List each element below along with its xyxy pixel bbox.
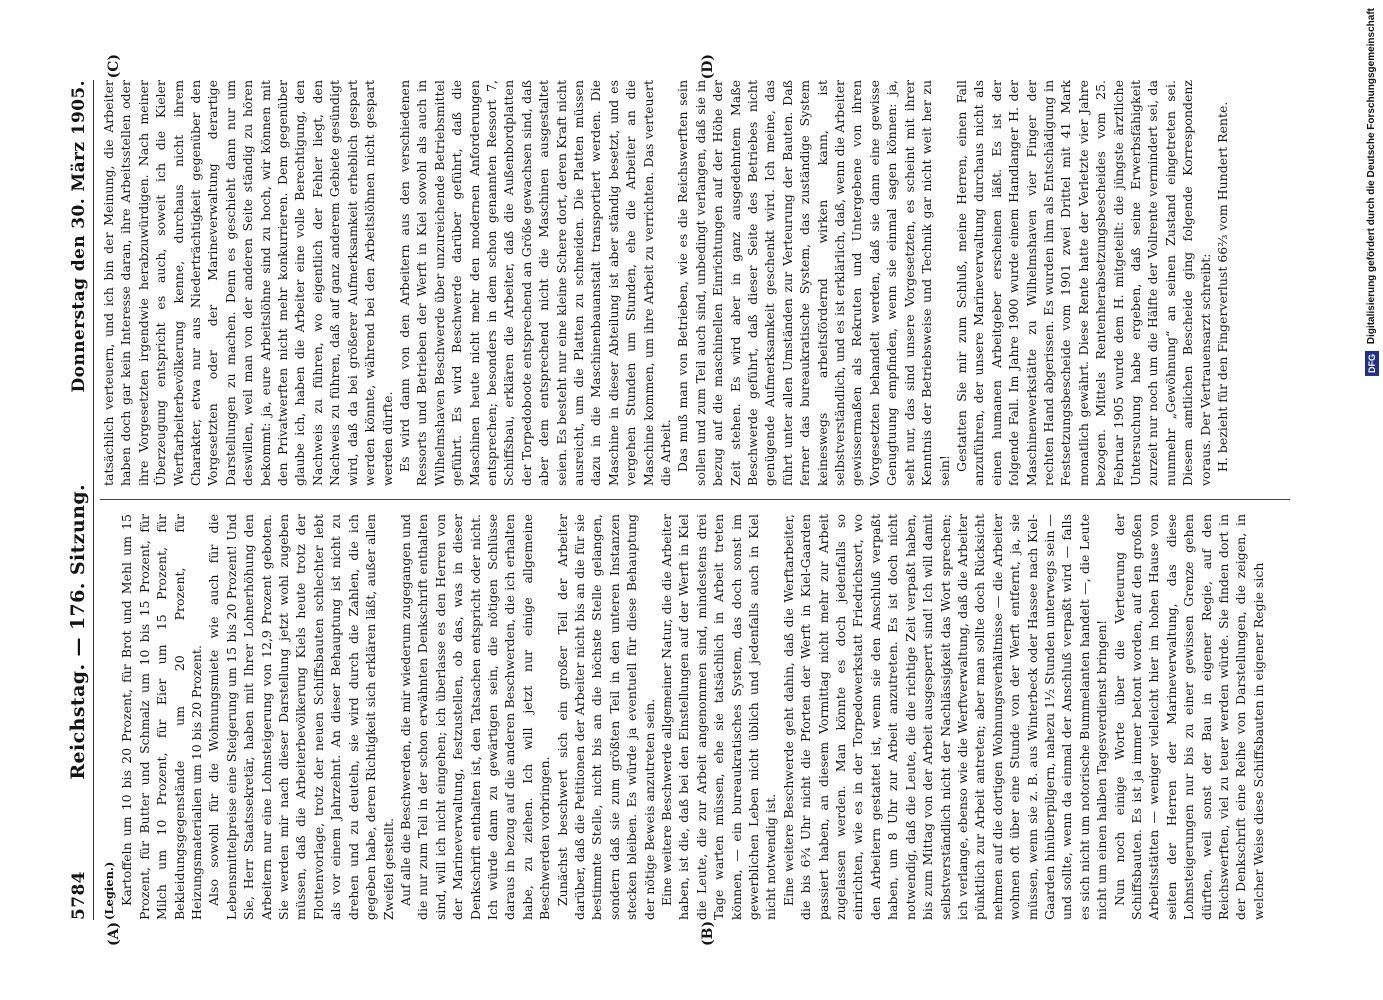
margin-marker-c: (C): [105, 54, 122, 79]
right-column: [100, 80, 1290, 486]
page-number: 5784: [68, 871, 89, 920]
rotated-page: [57, 50, 1327, 950]
text-columns: [100, 54, 1290, 946]
paragraph: Eine weitere Beschwerde geht dahin, daß die Werftarbeiter, die bis 6¾ Uhr nicht die Pforten der Werft in Kiel-Gaarden passiert haben, an diesem Vormittag nicht mehr zur Arbeit zugelassen werden. Man könnte es doch jedenfalls so einrichten, wie es in der Torpedowerkstatt Friedrichsort, wo den Arbeitern gestattet ist, wenn sie den Anschluß verpaßt haben, um 8 Uhr zur Arbeit anzutreten. Es ist doch nicht notwendig, daß die Leute, die die richtige Zeit verpaßt haben, bis zum Mittag von der Arbeit ausgesperrt sind! Ich will damit selbstverständlich nicht der Nachlässigkeit das Wort sprechen; ich verlange, ebenso wie die Werftverwaltung, daß die Arbeiter pünktlich zur Arbeit antreten; aber man sollte doch Rücksicht nehmen auf die dortigen Wohnungsverhältnisse — die Arbeiter wohnen oft über eine Stunde von der Werft entfernt, ja, sie müssen, wenn sie z. B. aus Winterbeck oder Hassee nach Kiel-Gaarden hinüberpilgern, nahezu 1½ Stunden unterwegs sein — und sollte, wenn da einmal der Anschluß verpaßt wird — falls es sich nicht um notorische Bummelanten handelt —, die Leute nicht um einen halben Tagesverdienst bringen!: [780, 514, 1109, 920]
paragraph: tatsächlich verteuern, und ich bin der Meinung, die Arbeiter haben doch gar kein Interesse daran, ihre Arbeitsstellen oder ihre Vorgesetzten irgendwie herabzuwürdigen. Nach meiner Überzeugung entspricht es auch, soweit ich die Kieler Werftarbeiterbevölkerung kenne, durchaus nicht ihrem Charakter, etwa nur aus Niederträchtigkeit gegenüber den Vorgesetzten oder der Marineverwaltung derartige Darstellungen zu machen. Denn es geschieht dann nur um deswillen, weil man von der anderen Seite ständig zu hören bekommt: ja, eure Arbeitslöhne sind zu hoch, wir können mit den Privatwerften nicht mehr konkurrieren. Dem gegenüber glaube ich, haben die Arbeiter eine volle Berechtigung, den Nachweis zu führen, wo eigentlich der Fehler liegt, den Nachweis zu führen, daß auf ganz anderem Gebiete gesündigt wird, daß da bei größerer Aufmerksamkeit erheblich gespart werden könnte, während bei den Arbeitslöhnen nicht gespart werden dürfte.: [100, 80, 394, 486]
paragraph: Nun noch einige Worte über die Verteurung der Schiffsbauten. Es ist ja immer betont worden, auf den großen Arbeitsstätten — weniger vielleicht hier im hohen Hause von seiten der Herren der Marineverwaltung, das diese Lohnsteigerungen nur bis zu einer gewissen Grenze gehen dürften, weil sonst der Bau in eigener Regie, auf den Reichswerften, viel zu teuer werden würde. Sie finden dort in der Denkschrift eine Reihe von Darstellungen, die zeigen, in welcher Weise diese Schiffsbauten in eigener Regie sich: [1111, 514, 1266, 920]
margin-marker-d: (D): [699, 54, 716, 80]
paragraph: Zunächst beschwert sich ein großer Teil der Arbeiter darüber, daß die Petitionen der Arbeiter nicht bis an die für sie bestimmte Stelle, nicht bis an die höchste Stelle gelangen, sondern daß sie zum größten Teil in den unteren Instanzen stecken bleiben. Es würde ja eventuell für diese Behauptung der nötige Beweis anzutreten sein.: [554, 514, 657, 920]
margin-marker-a: (A): [105, 921, 122, 946]
margin-marker-b: (B): [699, 920, 716, 946]
paragraph: Gestatten Sie mir zum Schluß, meine Herren, einen Fall anzuführen, der unsere Marineverwaltung durchaus nicht als einen humanen Arbeitgeber erscheinen läßt. Es ist der folgende Fall. Im Jahre 1900 wurde einem Handlanger H. der Maschinenwerkstätte zu Wilhelmshaven vier Finger der rechten Hand abgerissen. Es wurden ihm als Entschädigung in Festsetzungsbescheide vom 1901 zwei Drittel mit 41 Mark monatlich gewährt. Diese Rente hatte der Verletzte vier Jahre bezogen. Mittels Rentenherabsetzungsbescheides vom 25. Februar 1905 wurde dem H. mitgeteilt: die jüngste ärztliche Untersuchung habe ergeben, daß seine Erwerbsfähigkeit zurzeit nur noch um die Hälfte der Vollrente vermindert sei, da nunmehr „Gewöhnung“ an seinen Zustand eingetreten sei. Diesem amtlichen Bescheide ging folgende Korrespondenz voraus. Der Vertrauensarzt schreibt:: [953, 80, 1213, 486]
credit-text: Digitalisierung gefördert durch die Deutsche Forschungsgemeinschaft: [1366, 8, 1377, 345]
dfg-logo: DFG: [1365, 351, 1379, 376]
paragraph: Es wird dann von den Arbeitern aus den verschiedenen Ressorts und Betrieben der Werft in Kiel sowohl als auch in Wilhelmshaven Beschwerde über unzureichende Betriebsmittel geführt. Es wird Beschwerde darüber geführt, daß die Maschinen heute nicht mehr den modernen Anforderungen entsprechen; besonders in dem schon genannten Ressort 7, Schiffsbau, erklären die Arbeiter, daß die Außenbordplatten der Torpedoboote entsprechend an Größe gewachsen sind, daß aber dem entsprechend nicht die Maschinen ausgestaltet seien. Es besteht nur eine kleine Schere dort, deren Kraft nicht ausreicht, um die Platten zu schneiden. Die Platten müssen dazu in die Maschinenbauanstalt transportiert werden. Die Maschine in dieser Abteilung ist aber ständig besetzt, und es vergehen Stunden um Stunden, ehe die Arbeiter an die Maschine kommen, um ihre Arbeit zu verrichten. Das verteuert die Arbeit.: [396, 80, 673, 486]
left-column: [100, 514, 1290, 920]
page-header: [67, 80, 94, 920]
paragraph: Kartoffeln um 10 bis 20 Prozent, für Brot und Mehl um 15 Prozent, für Butter und Schmalz um 10 bis 15 Prozent, für Milch um 10 Prozent, für Eier um 15 Prozent, für Bekleidungsgegenstände um 20 Prozent, für Heizungsmaterialien um 10 bis 20 Prozent.: [118, 514, 204, 920]
column-divider: [100, 499, 1290, 500]
paragraph: Auf alle die Beschwerden, die mir wiederum zugegangen und die nur zum Teil in der schon erwähnten Denkschrift enthalten sind, will ich nicht eingehen; ich überlasse es den Herren von der Marineverwaltung, festzustellen, ob das, was in dieser Denkschrift enthalten ist, den Tatsachen entspricht oder nicht. Ich würde dann zu gewärtigen sein, die nötigen Schlüsse daraus in bezug auf die anderen Beschwerden, die ich erhalten habe, zu ziehen. Ich will jetzt nur einige allgemeine Beschwerden vorbringen.: [397, 514, 552, 920]
paragraph: Also sowohl für die Wohnungsmiete wie auch für die Lebensmittelpreise eine Steigerung um 15 bis 20 Prozent! Und Sie, Herr Staatssekretär, haben mit Ihrer Lohnerhöhung den Arbeitern nur eine Lohnsteigerung von 12,9 Prozent geboten. Sie werden mir nach dieser Darstellung jetzt wohl zugeben müssen, daß die Arbeiterbevölkerung Kiels heute trotz der Flottenvorlage, trotz der neuen Schiffsbauten schlechter lebt als vor einem Jahrzehnt. An dieser Behauptung ist nicht zu drehen und zu deuteln, sie wird durch die Zahlen, die ich gegeben habe, deren Richtigkeit sich erklären läßt, außer allen Zweifel gestellt.: [205, 514, 395, 920]
page-title: Reichstag. — 176. Sitzung.: [66, 483, 89, 780]
session-date: Donnerstag den 30. März 1905.: [68, 80, 89, 393]
speaker-name: (Legien.): [101, 861, 116, 920]
paragraph: Das muß man von Betrieben, wie es die Reichswerften sein sollen und zum Teil auch sind, unbedingt verlangen, daß sie in bezug auf die maschinellen Einrichtungen auf der Höhe der Zeit stehen. Es wird aber in ganz ausgedehntem Maße Beschwerde geführt, daß dieser Seite des Betriebes nicht genügende Aufmerksamkeit geschenkt wird. Ich meine, das führt unter allen Umständen zur Verteurung der Bauten. Daß ferner das bureaukratische System, das zuständige System keineswegs arbeitsfördernd wirken kann, ist selbstverständlich, und es ist erklärlich, daß, wenn die Arbeiter gewissermaßen als Rekruten und Untergebene von ihren Vorgesetzten behandelt werden, daß sie dann eine gewisse Genugtuung empfinden, wenn sie einmal sagen können: ja, seht nur, das sind unsere Vorgesetzten, es scheint mit ihrer Kenntnis der Betriebsweise und Technik gar nicht weit her zu sein!: [674, 80, 951, 486]
digitization-credit: [1365, 8, 1379, 376]
quoted-paragraph: H. bezieht für den Fingerverlust 66⅔ vom Hundert Rente.: [1214, 101, 1230, 472]
paragraph: Eine weitere Beschwerde allgemeiner Natur, die die Arbeiter haben, ist die, daß bei den Einstellungen auf der Werft in Kiel die Leute, die zur Arbeit angenommen sind, mindestens drei Tage warten müssen, ehe sie tatsächlich in Arbeit treten können, — ein bureaukratisches System, das doch sonst im gewerblichen Leben nicht üblich und jedenfalls auch in Kiel nicht notwendig ist.: [658, 514, 778, 920]
